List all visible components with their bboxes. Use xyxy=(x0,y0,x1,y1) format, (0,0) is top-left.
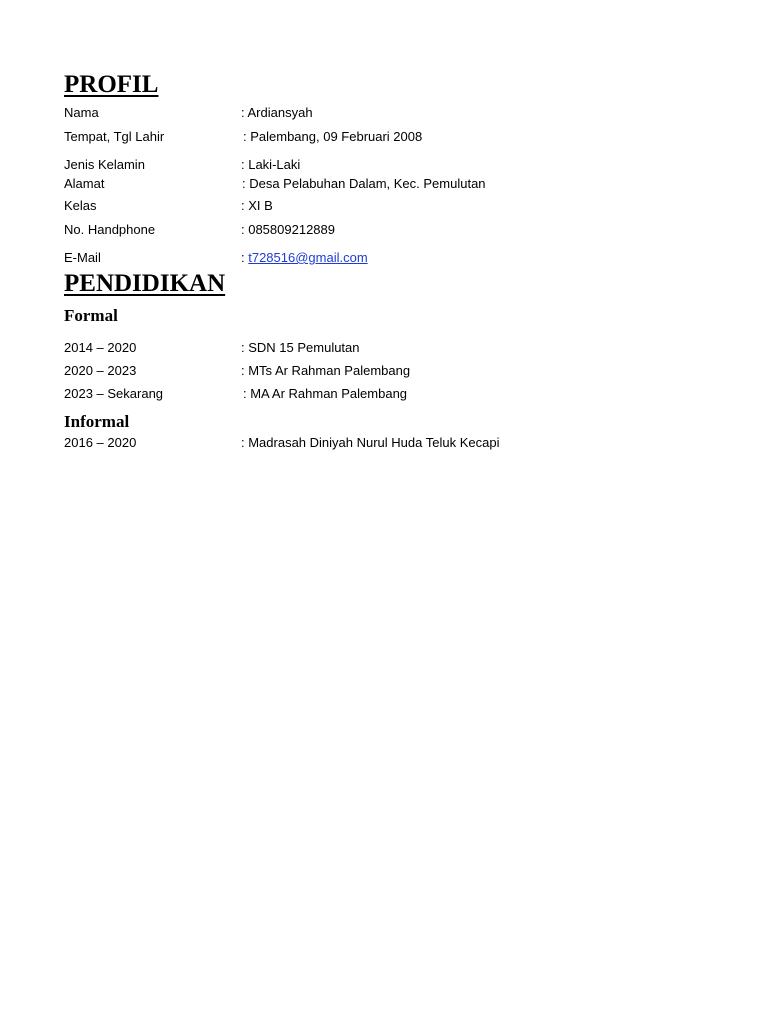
informal-row-1-period: 2016 – 2020 xyxy=(64,435,137,450)
formal-row-1-school: : SDN 15 Pemulutan xyxy=(241,340,360,355)
handphone-label: No. Handphone xyxy=(64,222,156,237)
jenis-kelamin-value: : Laki-Laki xyxy=(241,157,301,172)
informal-heading: Informal xyxy=(64,412,130,431)
alamat-label: Alamat xyxy=(64,176,105,191)
email-value xyxy=(241,250,368,266)
handphone-value: : 085809212889 xyxy=(241,222,335,237)
email-label: E-Mail xyxy=(64,250,101,265)
pendidikan-heading: PENDIDIKAN xyxy=(64,270,226,297)
formal-row-3-school: : MA Ar Rahman Palembang xyxy=(243,386,408,401)
kelas-label: Kelas xyxy=(64,198,97,213)
alamat-value: : Desa Pelabuhan Dalam, Kec. Pemulutan xyxy=(242,176,486,191)
email-colon: : xyxy=(241,250,249,265)
tempat-tgl-lahir-label: Tempat, Tgl Lahir xyxy=(64,129,165,144)
nama-label: Nama xyxy=(64,105,99,120)
tempat-tgl-lahir-value: : Palembang, 09 Februari 2008 xyxy=(243,129,423,144)
nama-value: : Ardiansyah xyxy=(241,105,313,120)
kelas-value: : XI B xyxy=(241,198,273,213)
formal-row-2-period: 2020 – 2023 xyxy=(64,363,137,378)
formal-heading: Formal xyxy=(64,306,118,325)
email-link[interactable]: t728516@gmail.com xyxy=(248,250,368,265)
formal-row-2-school: : MTs Ar Rahman Palembang xyxy=(241,363,411,378)
formal-row-3-period: 2023 – Sekarang xyxy=(64,386,164,401)
jenis-kelamin-label: Jenis Kelamin xyxy=(64,157,145,172)
profil-heading: PROFIL xyxy=(64,71,159,98)
formal-row-1-period: 2014 – 2020 xyxy=(64,340,137,355)
informal-row-1-school: : Madrasah Diniyah Nurul Huda Teluk Kecapi xyxy=(241,435,500,450)
